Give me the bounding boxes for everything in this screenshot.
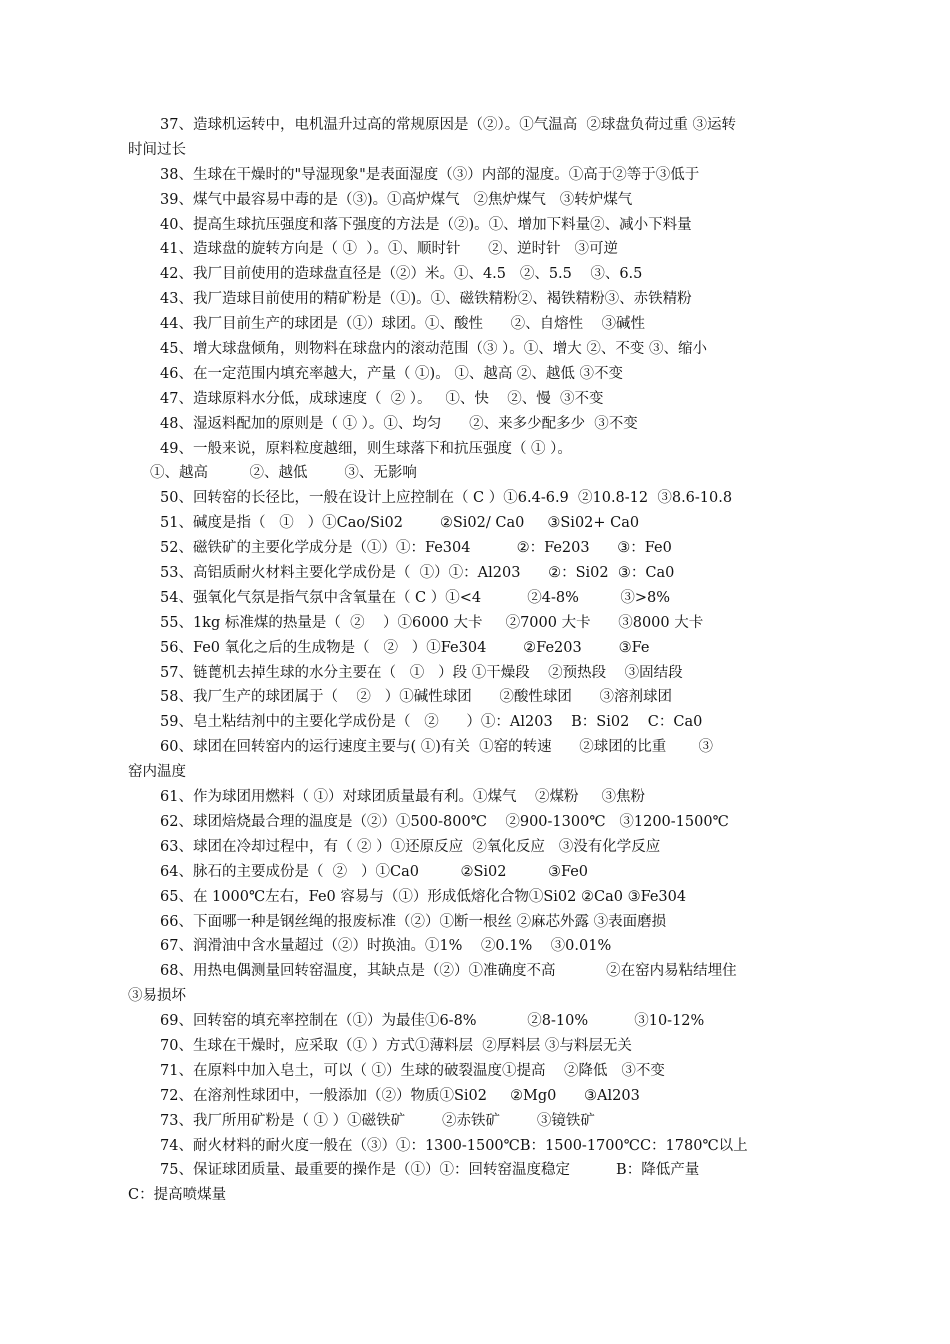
question-list — [128, 113, 828, 1208]
question-text: 74、耐火材料的耐火度一般在（③）①：1300-1500℃B：1500-1700℃C：1780℃以上 — [160, 1137, 748, 1154]
question-62 — [128, 810, 828, 835]
question-64 — [128, 860, 828, 885]
question-63 — [128, 835, 828, 860]
question-56 — [128, 636, 828, 661]
question-37 — [128, 113, 828, 163]
question-59 — [128, 710, 828, 735]
question-text: 70、生球在干燥时，应采取（① ）方式①薄料层 ②厚料层 ③与料层无关 — [160, 1037, 632, 1054]
question-68 — [128, 959, 828, 1009]
question-text: 64、脉石的主要成份是（ ② ）①Ca0 ②Si02 ③Fe0 — [160, 863, 589, 880]
question-42 — [128, 262, 828, 287]
question-45 — [128, 337, 828, 362]
question-text: 42、我厂目前使用的造球盘直径是（②）米。①、4.5 ②、5.5 ③、6.5 — [160, 266, 643, 283]
question-text: 69、回转窑的填充率控制在（①）为最佳①6-8% ②8-10% ③10-12% — [160, 1013, 705, 1030]
question-44 — [128, 312, 828, 337]
question-58 — [128, 685, 828, 710]
question-60 — [128, 735, 828, 785]
question-text: 47、造球原料水分低，成球速度（ ② ）。 ①、快 ②、慢 ③不变 — [160, 390, 604, 407]
question-40 — [128, 213, 828, 238]
question-70 — [128, 1034, 828, 1059]
question-text: 75、保证球团质量、最重要的操作是（①）①：回转窑温度稳定 B：降低产量 — [160, 1162, 700, 1179]
question-text-continued: ③易损坏 — [128, 988, 186, 1005]
question-text: 45、增大球盘倾角，则物料在球盘内的滚动范围（③ ）。①、增大 ②、不变 ③、缩小 — [160, 341, 708, 358]
question-text-continued: 窑内温度 — [128, 764, 186, 781]
question-text: 68、用热电偶测量回转窑温度，其缺点是（②）①准确度不高 ②在窑内易粘结埋住 — [160, 963, 737, 980]
question-text: 41、造球盘的旋转方向是（ ① ）。①、顺时针 ②、逆时针 ③可逆 — [160, 241, 619, 258]
question-text: 58、我厂生产的球团属于（ ② ）①碱性球团 ②酸性球团 ③溶剂球团 — [160, 689, 673, 706]
question-text: 67、润滑油中含水量超过（②）时换油。①1% ②0.1% ③0.01% — [160, 938, 612, 955]
question-38 — [128, 163, 828, 188]
question-50 — [128, 486, 828, 511]
question-text: 54、强氧化气氛是指气氛中含氧量在（ C ）①<4 ②4-8% ③>8% — [160, 589, 670, 606]
question-options: ①、越高 ②、越低 ③、无影响 — [150, 465, 417, 482]
question-text: 62、球团焙烧最合理的温度是（②）①500-800℃ ②900-1300℃ ③1200-1500℃ — [160, 813, 729, 830]
question-text: 57、链蓖机去掉生球的水分主要在（ ① ）段 ①干燥段 ②预热段 ③固结段 — [160, 664, 683, 681]
question-52 — [128, 536, 828, 561]
question-text: 65、在 1000℃左右，Fe0 容易与（①）形成低熔化合物①Si02 ②Ca0 ③Fe304 — [160, 888, 687, 905]
question-text: 40、提高生球抗压强度和落下强度的方法是（②)。①、增加下料量②、减小下料量 — [160, 216, 692, 233]
question-61 — [128, 785, 828, 810]
question-46 — [128, 362, 828, 387]
question-55 — [128, 611, 828, 636]
question-text: 53、高铝质耐火材料主要化学成份是（ ①）①：Al203 ②：Si02 ③：Ca0 — [160, 565, 675, 582]
question-text: 73、我厂所用矿粉是（ ① ）①磁铁矿 ②赤铁矿 ③镜铁矿 — [160, 1112, 595, 1129]
question-49 — [128, 437, 828, 487]
question-39 — [128, 188, 828, 213]
question-text: 44、我厂目前生产的球团是（①）球团。①、酸性 ②、自熔性 ③碱性 — [160, 316, 646, 333]
question-text: 63、球团在冷却过程中，有（ ② ）①还原反应 ②氧化反应 ③没有化学反应 — [160, 838, 661, 855]
question-74 — [128, 1134, 828, 1159]
question-69 — [128, 1009, 828, 1034]
question-text-continued: C：提高喷煤量 — [128, 1187, 227, 1204]
question-text: 50、回转窑的长径比，一般在设计上应控制在（ C ）①6.4-6.9 ②10.8-12 ③8.6-10.8 — [160, 490, 733, 507]
question-text: 52、磁铁矿的主要化学成分是（①）①：Fe304 ②：Fe203 ③：Fe0 — [160, 540, 672, 557]
question-text: 49、一般来说，原料粒度越细，则生球落下和抗压强度（ ① ）。 — [160, 440, 572, 457]
question-text: 38、生球在干燥时的"导湿现象"是表面湿度（③）内部的湿度。①高于②等于③低于 — [160, 166, 700, 183]
question-47 — [128, 387, 828, 412]
question-text: 55、1kg 标准煤的热量是（ ② ）①6000 大卡 ②7000 大卡 ③8000 大卡 — [160, 614, 704, 631]
question-text: 39、煤气中最容易中毒的是（③)。①高炉煤气 ②焦炉煤气 ③转炉煤气 — [160, 191, 633, 208]
question-text-continued: 时间过长 — [128, 141, 186, 158]
question-51 — [128, 511, 828, 536]
question-text: 66、下面哪一种是钢丝绳的报废标准（②）①断一根丝 ②麻芯外露 ③表面磨损 — [160, 913, 667, 930]
question-75 — [128, 1158, 828, 1208]
question-text: 46、在一定范围内填充率越大，产量（ ①)。 ①、越高 ②、越低 ③不变 — [160, 365, 624, 382]
question-text: 59、皂土粘结剂中的主要化学成份是（ ② ）①：Al203 B：Si02 C：Ca0 — [160, 714, 703, 731]
question-text: 71、在原料中加入皂土，可以（ ①）生球的破裂温度①提高 ②降低 ③不变 — [160, 1062, 665, 1079]
question-41 — [128, 237, 828, 262]
question-48 — [128, 412, 828, 437]
question-72 — [128, 1084, 828, 1109]
question-43 — [128, 287, 828, 312]
question-66 — [128, 910, 828, 935]
question-text: 43、我厂造球目前使用的精矿粉是（①)。①、磁铁精粉②、褐铁精粉③、赤铁精粉 — [160, 291, 692, 308]
question-text: 60、球团在回转窑内的运行速度主要与( ①)有关 ①窑的转速 ②球团的比重 ③ — [160, 739, 714, 756]
question-text: 48、湿返料配加的原则是（ ① ）。①、均匀 ②、来多少配多少 ③不变 — [160, 415, 638, 432]
question-67 — [128, 934, 828, 959]
question-text: 56、Fe0 氧化之后的生成物是（ ② ）①Fe304 ②Fe203 ③Fe — [160, 639, 650, 656]
question-53 — [128, 561, 828, 586]
question-text: 37、造球机运转中，电机温升过高的常规原因是（②）。①气温高 ②球盘负荷过重 ③运转 — [160, 117, 737, 133]
question-text: 72、在溶剂性球团中，一般添加（②）物质①Si02 ②Mg0 ③Al203 — [160, 1087, 640, 1104]
question-65 — [128, 885, 828, 910]
question-73 — [128, 1109, 828, 1134]
question-text: 61、作为球团用燃料（ ①）对球团质量最有利。①煤气 ②煤粉 ③焦粉 — [160, 789, 646, 806]
question-text: 51、碱度是指（ ① ）①Cao/Si02 ②Si02/ Ca0 ③Si02+ Ca0 — [160, 515, 640, 532]
question-54 — [128, 586, 828, 611]
question-57 — [128, 661, 828, 686]
question-71 — [128, 1059, 828, 1084]
